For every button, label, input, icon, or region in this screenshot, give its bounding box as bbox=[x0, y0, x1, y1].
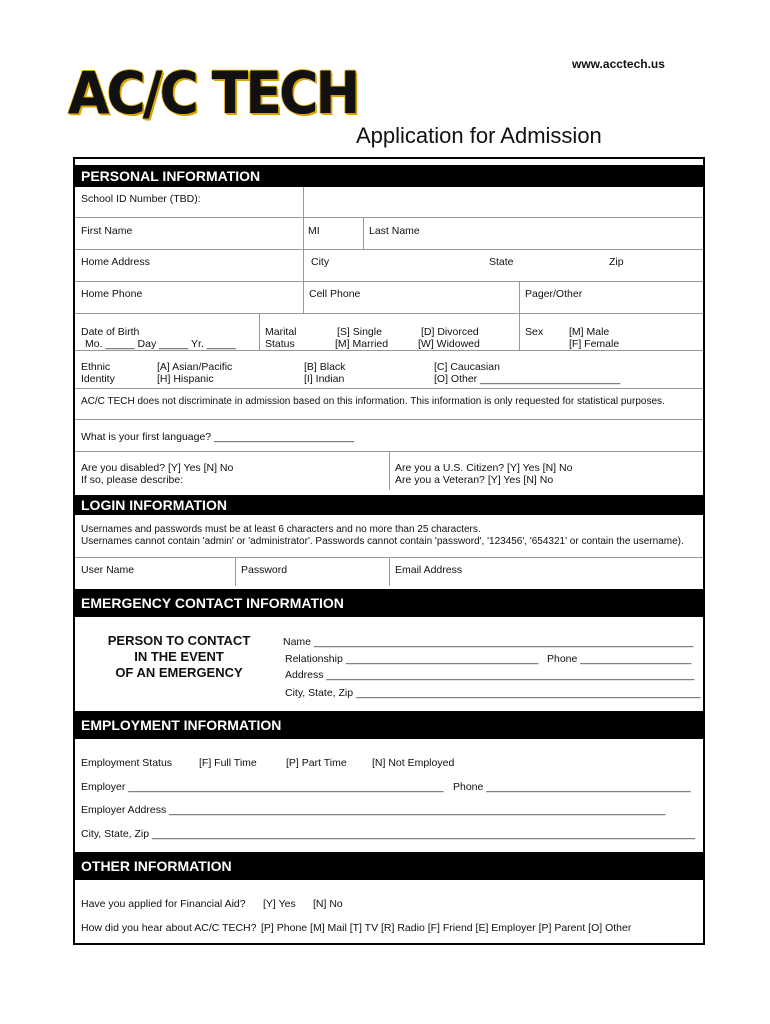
password-field[interactable]: Password bbox=[241, 564, 288, 576]
employer-csz-field[interactable]: City, State, Zip _____________________________________________________________________________________________ bbox=[81, 828, 696, 840]
divider bbox=[519, 281, 520, 350]
first-name-field[interactable]: First Name bbox=[81, 225, 133, 237]
option-not-employed[interactable]: [N] Not Employed bbox=[372, 757, 455, 769]
school-logo: AC/C TECH bbox=[68, 59, 358, 127]
divider bbox=[75, 313, 703, 314]
login-rule-2: Usernames cannot contain 'admin' or 'administrator'. Passwords cannot contain 'password', '123456', '654321' or contain the username). bbox=[81, 536, 684, 547]
pager-field[interactable]: Pager/Other bbox=[525, 288, 583, 300]
school-id-label: School ID Number (TBD): bbox=[81, 193, 201, 205]
option-widowed[interactable]: [W] Widowed bbox=[418, 338, 480, 350]
emergency-address-field[interactable]: Address _______________________________________________________________ bbox=[285, 669, 695, 681]
emergency-relationship-field[interactable]: Relationship _________________________________ bbox=[285, 653, 539, 665]
divider bbox=[259, 313, 260, 350]
divider bbox=[75, 388, 703, 389]
option-hispanic[interactable]: [H] Hispanic bbox=[157, 373, 214, 385]
home-address-field[interactable]: Home Address bbox=[81, 256, 150, 268]
option-full-time[interactable]: [F] Full Time bbox=[199, 757, 257, 769]
employer-field[interactable]: Employer ______________________________________________________ bbox=[81, 781, 444, 793]
emergency-person-line-3: OF AN EMERGENCY bbox=[115, 665, 243, 680]
divider bbox=[75, 350, 703, 351]
email-field[interactable]: Email Address bbox=[395, 564, 463, 576]
emergency-phone-field[interactable]: Phone ___________________ bbox=[547, 653, 692, 665]
disabled-describe[interactable]: If so, please describe: bbox=[81, 474, 184, 486]
mi-field[interactable]: MI bbox=[308, 225, 320, 237]
marital-label: Marital bbox=[265, 326, 297, 338]
divider bbox=[303, 281, 304, 313]
section-other: OTHER INFORMATION bbox=[75, 852, 703, 880]
marital-label-2: Status bbox=[265, 338, 295, 350]
employment-status-label: Employment Status bbox=[81, 757, 173, 769]
divider bbox=[75, 249, 703, 250]
emergency-person-heading bbox=[81, 633, 277, 681]
option-indian[interactable]: [I] Indian bbox=[304, 373, 345, 385]
cell-phone-field[interactable]: Cell Phone bbox=[309, 288, 361, 300]
hear-about-question: How did you hear about AC/C TECH? bbox=[81, 922, 257, 934]
section-personal: PERSONAL INFORMATION bbox=[75, 165, 703, 187]
ethnic-label-2: Identity bbox=[81, 373, 115, 385]
employer-address-field[interactable]: Employer Address _____________________________________________________________________________________ bbox=[81, 804, 666, 816]
divider bbox=[235, 557, 236, 586]
option-other[interactable]: [O] Other ________________________ bbox=[434, 373, 621, 385]
option-caucasian[interactable]: [C] Caucasian bbox=[434, 361, 500, 373]
disabled-question[interactable]: Are you disabled? [Y] Yes [N] No bbox=[81, 462, 234, 474]
disclaimer-text: AC/C TECH does not discriminate in admission based on this information. This information is only requested for statistical purposes. bbox=[81, 396, 665, 407]
divider bbox=[75, 217, 703, 218]
username-field[interactable]: User Name bbox=[81, 564, 135, 576]
divider bbox=[389, 451, 390, 490]
veteran-question[interactable]: Are you a Veteran? [Y] Yes [N] No bbox=[395, 474, 554, 486]
divider bbox=[303, 187, 304, 295]
option-aid-no[interactable]: [N] No bbox=[313, 898, 343, 910]
option-single[interactable]: [S] Single bbox=[337, 326, 382, 338]
section-employment: EMPLOYMENT INFORMATION bbox=[75, 711, 703, 739]
option-married[interactable]: [M] Married bbox=[335, 338, 389, 350]
option-divorced[interactable]: [D] Divorced bbox=[421, 326, 479, 338]
login-rule-1: Usernames and passwords must be at least 6 characters and no more than 25 characters. bbox=[81, 524, 481, 535]
home-phone-field[interactable]: Home Phone bbox=[81, 288, 143, 300]
section-login: LOGIN INFORMATION bbox=[75, 495, 703, 515]
emergency-csz-field[interactable]: City, State, Zip ___________________________________________________________ bbox=[285, 687, 701, 699]
state-field[interactable]: State bbox=[489, 256, 514, 268]
zip-field[interactable]: Zip bbox=[609, 256, 624, 268]
sex-label: Sex bbox=[525, 326, 544, 338]
option-aid-yes[interactable]: [Y] Yes bbox=[263, 898, 296, 910]
citizen-question[interactable]: Are you a U.S. Citizen? [Y] Yes [N] No bbox=[395, 462, 573, 474]
divider bbox=[75, 281, 703, 282]
first-language-field[interactable]: What is your first language? ________________________ bbox=[81, 431, 355, 443]
emergency-person-line-1: PERSON TO CONTACT bbox=[107, 633, 251, 648]
city-field[interactable]: City bbox=[311, 256, 330, 268]
website-url: www.acctech.us bbox=[572, 57, 665, 71]
dob-label: Date of Birth bbox=[81, 326, 140, 338]
emergency-name-field[interactable]: Name _________________________________________________________________ bbox=[283, 636, 694, 648]
option-asian[interactable]: [A] Asian/Pacific bbox=[157, 361, 233, 373]
section-emergency: EMERGENCY CONTACT INFORMATION bbox=[75, 589, 703, 617]
ethnic-label: Ethnic bbox=[81, 361, 111, 373]
divider bbox=[389, 557, 390, 586]
option-female[interactable]: [F] Female bbox=[569, 338, 620, 350]
emergency-person-line-2: IN THE EVENT bbox=[134, 649, 224, 664]
option-part-time[interactable]: [P] Part Time bbox=[286, 757, 347, 769]
dob-field[interactable]: Mo. _____ Day _____ Yr. _____ bbox=[85, 338, 237, 350]
employer-phone-field[interactable]: Phone ___________________________________ bbox=[453, 781, 691, 793]
option-male[interactable]: [M] Male bbox=[569, 326, 610, 338]
divider bbox=[363, 217, 364, 249]
page-title: Application for Admission bbox=[356, 123, 602, 148]
hear-about-options[interactable]: [P] Phone [M] Mail [T] TV [R] Radio [F] Friend [E] Employer [P] Parent [O] Other bbox=[261, 922, 632, 934]
divider bbox=[75, 419, 703, 420]
financial-aid-question: Have you applied for Financial Aid? bbox=[81, 898, 246, 910]
option-black[interactable]: [B] Black bbox=[304, 361, 346, 373]
last-name-field[interactable]: Last Name bbox=[369, 225, 420, 237]
application-form bbox=[73, 157, 705, 945]
